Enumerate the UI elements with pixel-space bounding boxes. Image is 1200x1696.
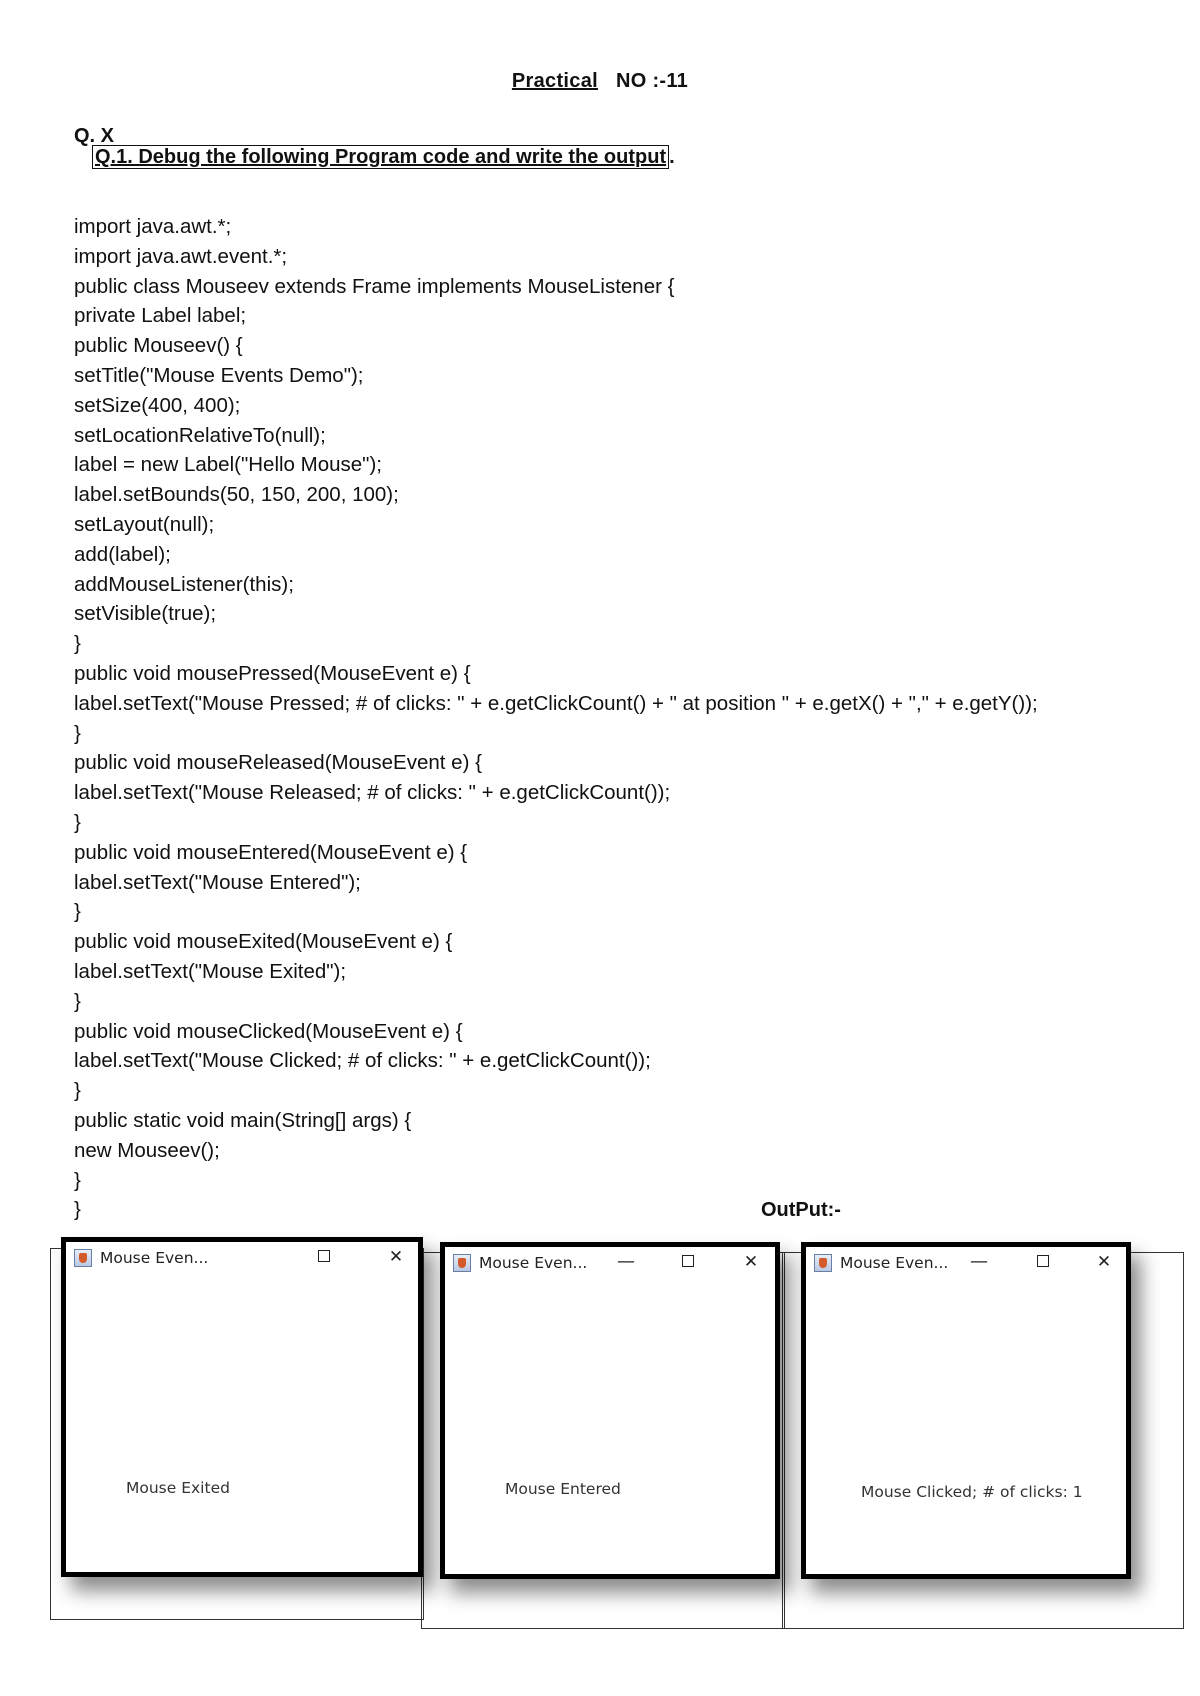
window-title: Mouse Even... [479,1254,588,1272]
code-line: label = new Label("Hello Mouse"); [74,453,382,477]
code-line: } [74,721,81,745]
code-line: } [74,989,81,1013]
code-line: label.setText("Mouse Exited"); [74,959,347,983]
code-line: } [74,1198,81,1222]
output-window-clicked[interactable] [801,1242,1131,1579]
code-line: label.setText("Mouse Pressed; # of clicks: " + e.getClickCount() + " at position " + e.getX() + "," + e.getY()); [74,691,1038,715]
close-icon[interactable]: ✕ [1096,1252,1112,1272]
code-line: setTitle("Mouse Events Demo"); [74,363,364,387]
java-app-icon [74,1249,92,1267]
question-period: . [669,146,675,168]
code-line: setSize(400, 400); [74,393,241,417]
code-line: public void mousePressed(MouseEvent e) { [74,661,471,685]
question-text [92,146,675,169]
code-line: public class Mouseev extends Frame implements MouseListener { [74,274,675,298]
code-line: } [74,632,81,656]
code-line: public void mouseClicked(MouseEvent e) { [74,1019,463,1043]
window-label: Mouse Exited [126,1479,230,1497]
code-line: label.setText("Mouse Clicked; # of clicks: " + e.getClickCount()); [74,1049,651,1073]
maximize-icon[interactable] [311,1246,337,1268]
window-titlebar[interactable] [445,1247,775,1279]
code-line: } [74,900,81,924]
code-line: setVisible(true); [74,602,217,626]
code-line: setLayout(null); [74,512,215,536]
code-line: label.setBounds(50, 150, 200, 100); [74,483,399,507]
code-line: public void mouseEntered(MouseEvent e) { [74,840,468,864]
code-line: addMouseListener(this); [74,572,294,596]
code-line: } [74,810,81,834]
java-app-icon [814,1254,832,1272]
minimize-icon[interactable]: — [970,1251,988,1272]
close-icon[interactable]: ✕ [388,1247,404,1267]
java-app-icon [453,1254,471,1272]
output-label: OutPut:- [761,1199,841,1221]
code-line: } [74,1079,81,1103]
practical-label: Practical [511,70,598,92]
code-line: new Mouseev(); [74,1138,220,1162]
code-line: public void mouseExited(MouseEvent e) { [74,930,453,954]
code-line: public Mouseev() { [74,334,243,358]
minimize-icon[interactable]: — [617,1251,635,1272]
output-window-entered[interactable] [440,1242,780,1579]
maximize-icon[interactable] [1030,1251,1056,1273]
code-line: label.setText("Mouse Entered"); [74,870,361,894]
window-title: Mouse Even... [840,1254,949,1272]
code-line: public void mouseReleased(MouseEvent e) { [74,751,482,775]
window-titlebar[interactable] [806,1247,1126,1279]
practical-number: NO :-11 [615,70,689,92]
window-label: Mouse Entered [505,1480,621,1498]
window-titlebar[interactable] [66,1242,418,1274]
code-line: private Label label; [74,304,247,328]
code-line: label.setText("Mouse Released; # of clicks: " + e.getClickCount()); [74,781,671,805]
window-title: Mouse Even... [100,1249,209,1267]
output-window-exited[interactable] [61,1237,423,1577]
practical-heading [0,70,1200,93]
question-statement: Q.1. Debug the following Program code and write the output [92,145,669,169]
question-marker: Q. X [74,125,115,147]
code-line: setLocationRelativeTo(null); [74,423,326,447]
code-line: import java.awt.*; [74,215,232,238]
code-line: import java.awt.event.*; [74,244,288,268]
window-label: Mouse Clicked; # of clicks: 1 [861,1483,1083,1501]
code-line: } [74,1168,81,1192]
close-icon[interactable]: ✕ [743,1252,759,1272]
maximize-icon[interactable] [675,1251,701,1273]
code-line: add(label); [74,542,171,566]
code-line: public static void main(String[] args) { [74,1108,412,1132]
code-listing [74,212,1038,1225]
